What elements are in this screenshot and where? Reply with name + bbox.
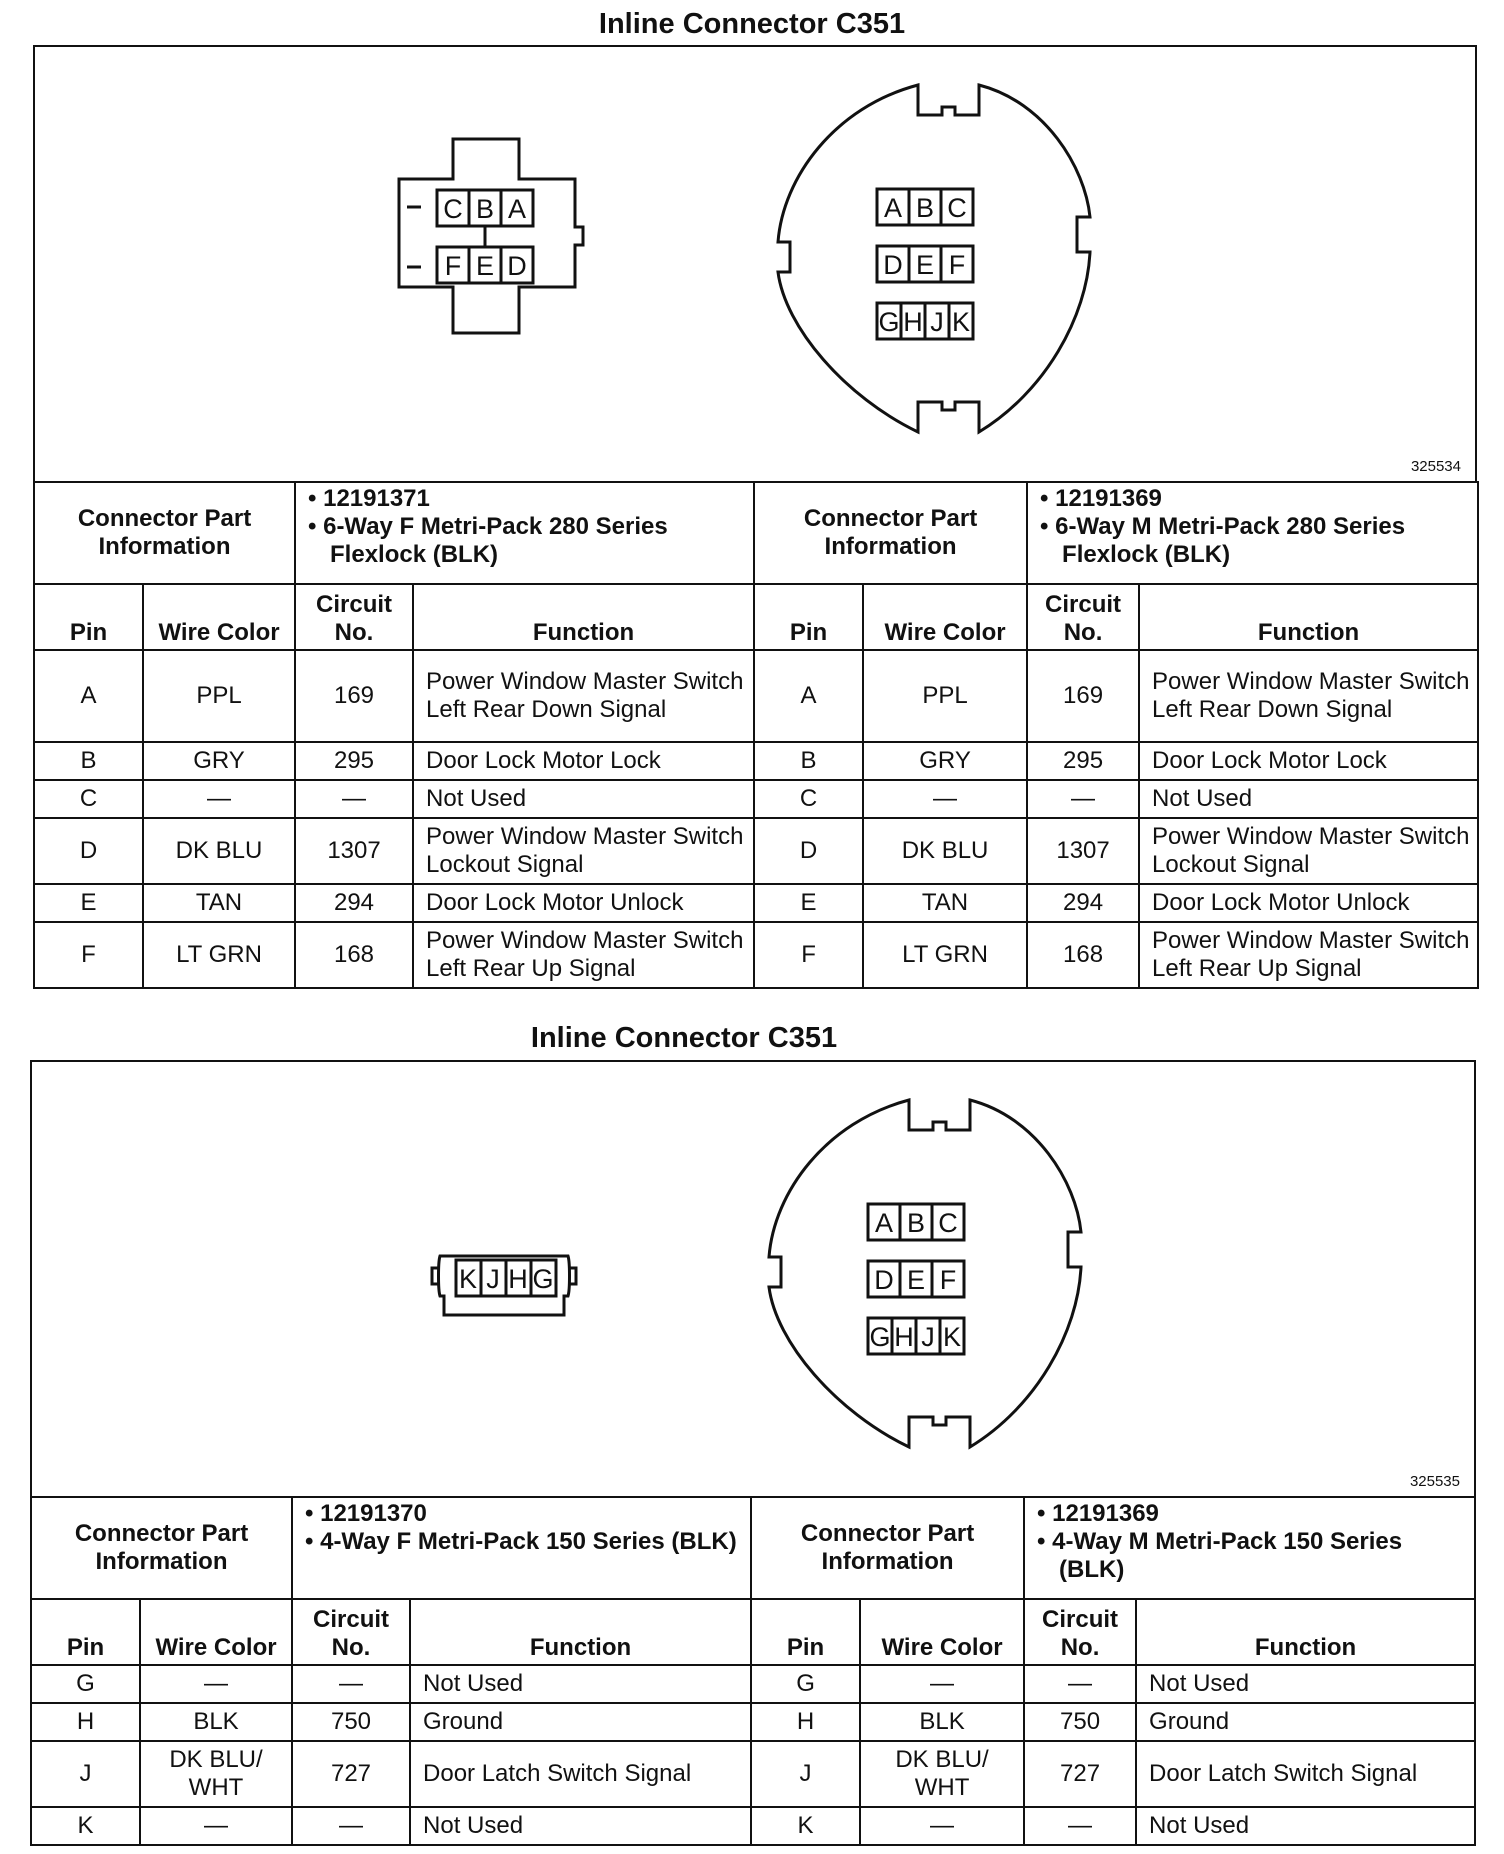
circuit-cell: 750 xyxy=(1024,1703,1136,1741)
part-desc-right: • 6-Way M Metri-Pack 280 Series Flexlock (BLK) xyxy=(1040,513,1471,569)
header-row xyxy=(31,1599,1475,1665)
pin-cell: D xyxy=(34,818,143,884)
wire-cell: DK BLU xyxy=(143,818,295,884)
wire-cell: LT GRN xyxy=(863,922,1027,988)
function-cell: Not Used xyxy=(410,1665,751,1703)
header-pin: Pin xyxy=(34,584,143,650)
wire-cell: — xyxy=(143,780,295,818)
part-desc-right: • 4-Way M Metri-Pack 150 Series (BLK) xyxy=(1037,1528,1468,1584)
function-cell: Door Lock Motor Unlock xyxy=(413,884,754,922)
pin-cell: K xyxy=(31,1807,140,1845)
round-pin-label: K xyxy=(951,307,971,337)
round-pin-label: K xyxy=(942,1322,962,1352)
part-number-right: • 12191369 xyxy=(1037,1500,1468,1528)
header-pin: Pin xyxy=(751,1599,860,1665)
part-info-row xyxy=(31,1497,1475,1599)
round-pin-label: F xyxy=(948,250,966,280)
wire-cell: — xyxy=(860,1807,1024,1845)
part-info-right xyxy=(1027,482,1478,584)
wire-cell: BLK xyxy=(140,1703,292,1741)
circuit-cell: 294 xyxy=(1027,884,1139,922)
round-pin-label: G xyxy=(878,307,900,337)
part-number-right: • 12191369 xyxy=(1040,485,1471,513)
small-pin-label: J xyxy=(486,1264,500,1294)
circuit-cell: 727 xyxy=(292,1741,410,1807)
table-row xyxy=(31,1703,1475,1741)
function-cell: Door Lock Motor Lock xyxy=(1139,742,1478,780)
pin-cell: E xyxy=(754,884,863,922)
circuit-cell: 750 xyxy=(292,1703,410,1741)
round-pin-label: E xyxy=(906,1265,926,1295)
circuit-cell: 294 xyxy=(295,884,413,922)
part-info-label-left: Connector Part Information xyxy=(31,1497,292,1599)
header-function: Function xyxy=(1136,1599,1475,1665)
section-1-title: Inline Connector C351 xyxy=(598,8,906,40)
header-pin: Pin xyxy=(754,584,863,650)
connector-table-1 xyxy=(33,481,1479,989)
part-info-right xyxy=(1024,1497,1475,1599)
table-row xyxy=(34,780,1478,818)
circuit-cell: — xyxy=(292,1807,410,1845)
function-cell: Power Window Master Switch Left Rear Up Signal xyxy=(1139,922,1478,988)
function-cell: Power Window Master Switch Left Rear Up Signal xyxy=(413,922,754,988)
header-wire-color: Wire Color xyxy=(143,584,295,650)
wire-cell: GRY xyxy=(863,742,1027,780)
function-cell: Door Latch Switch Signal xyxy=(1136,1741,1475,1807)
pin-cell: J xyxy=(751,1741,860,1807)
wire-cell: — xyxy=(140,1807,292,1845)
function-cell: Not Used xyxy=(1136,1665,1475,1703)
part-info-row xyxy=(34,482,1478,584)
pin-cell: K xyxy=(751,1807,860,1845)
table-row xyxy=(34,650,1478,742)
function-cell: Power Window Master Switch Lockout Signal xyxy=(1139,818,1478,884)
circuit-cell: 295 xyxy=(295,742,413,780)
header-wire-color: Wire Color xyxy=(863,584,1027,650)
header-wire-color: Wire Color xyxy=(140,1599,292,1665)
circuit-cell: 169 xyxy=(1027,650,1139,742)
wire-cell: DK BLU xyxy=(863,818,1027,884)
round-pin-label: A xyxy=(883,193,903,223)
small-pin-label: G xyxy=(532,1264,554,1294)
circuit-cell: — xyxy=(1027,780,1139,818)
function-cell: Ground xyxy=(1136,1703,1475,1741)
pin-cell: F xyxy=(754,922,863,988)
round-pin-label: J xyxy=(930,307,944,337)
circuit-cell: 168 xyxy=(1027,922,1139,988)
round-pin-label: B xyxy=(906,1208,926,1238)
circuit-cell: — xyxy=(1024,1807,1136,1845)
wire-cell: — xyxy=(140,1665,292,1703)
pin-cell: G xyxy=(751,1665,860,1703)
header-wire-color: Wire Color xyxy=(860,1599,1024,1665)
wire-cell: BLK xyxy=(860,1703,1024,1741)
round-pin-label: C xyxy=(947,193,967,223)
pin-cell: C xyxy=(34,780,143,818)
round-pin-label: J xyxy=(921,1322,935,1352)
circuit-cell: 169 xyxy=(295,650,413,742)
wire-cell: PPL xyxy=(143,650,295,742)
round-pin-label: D xyxy=(883,250,903,280)
pin-cell: H xyxy=(31,1703,140,1741)
small-pin-label: K xyxy=(458,1264,478,1294)
function-cell: Not Used xyxy=(1139,780,1478,818)
pin-cell: B xyxy=(34,742,143,780)
function-cell: Not Used xyxy=(410,1807,751,1845)
pin-cell: H xyxy=(751,1703,860,1741)
part-info-label-left: Connector Part Information xyxy=(34,482,295,584)
small-pin-label: D xyxy=(507,251,527,281)
header-circuit: Circuit No. xyxy=(1027,584,1139,650)
connector-6way-female-icon xyxy=(399,139,583,333)
wire-cell: LT GRN xyxy=(143,922,295,988)
header-function: Function xyxy=(413,584,754,650)
table-row xyxy=(31,1807,1475,1845)
pin-cell: G xyxy=(31,1665,140,1703)
section-2-title: Inline Connector C351 xyxy=(530,1022,838,1054)
pin-cell: A xyxy=(34,650,143,742)
pin-cell: B xyxy=(754,742,863,780)
circuit-cell: 1307 xyxy=(295,818,413,884)
wire-cell: — xyxy=(860,1665,1024,1703)
circuit-cell: 727 xyxy=(1024,1741,1136,1807)
header-circuit: Circuit No. xyxy=(292,1599,410,1665)
circuit-cell: — xyxy=(1024,1665,1136,1703)
function-cell: Ground xyxy=(410,1703,751,1741)
wire-cell: — xyxy=(863,780,1027,818)
wire-cell: DK BLU/ WHT xyxy=(140,1741,292,1807)
round-pin-label: F xyxy=(939,1265,957,1295)
table-row xyxy=(31,1741,1475,1807)
connector-diagram-2 xyxy=(30,1060,1476,1498)
pin-cell: A xyxy=(754,650,863,742)
table-row xyxy=(34,922,1478,988)
circuit-cell: 295 xyxy=(1027,742,1139,780)
round-pin-label: B xyxy=(915,193,935,223)
wire-cell: PPL xyxy=(863,650,1027,742)
part-info-label-right: Connector Part Information xyxy=(751,1497,1024,1599)
table-row xyxy=(34,818,1478,884)
wire-cell: GRY xyxy=(143,742,295,780)
circuit-cell: 168 xyxy=(295,922,413,988)
function-cell: Door Latch Switch Signal xyxy=(410,1741,751,1807)
part-info-left xyxy=(295,482,754,584)
connector-drawings-1 xyxy=(35,47,1475,483)
table-row xyxy=(34,742,1478,780)
header-row xyxy=(34,584,1478,650)
small-pin-label: A xyxy=(507,194,527,224)
pin-cell: F xyxy=(34,922,143,988)
small-pin-label: H xyxy=(508,1264,528,1294)
round-pin-label: H xyxy=(903,307,923,337)
header-function: Function xyxy=(1139,584,1478,650)
small-pin-label: E xyxy=(475,251,495,281)
connector-diagram-1 xyxy=(33,45,1477,483)
part-info-label-right: Connector Part Information xyxy=(754,482,1027,584)
header-pin: Pin xyxy=(31,1599,140,1665)
part-desc-left: • 4-Way F Metri-Pack 150 Series (BLK) xyxy=(305,1528,744,1556)
connector-4way-female-icon xyxy=(432,1256,576,1315)
round-pin-label: E xyxy=(915,250,935,280)
function-cell: Not Used xyxy=(1136,1807,1475,1845)
circuit-cell: — xyxy=(292,1665,410,1703)
connector-table-2 xyxy=(30,1496,1476,1846)
figure-id: 325535 xyxy=(1409,1473,1460,1490)
small-pin-label: C xyxy=(443,194,463,224)
pin-cell: J xyxy=(31,1741,140,1807)
function-cell: Door Lock Motor Lock xyxy=(413,742,754,780)
wire-cell: DK BLU/ WHT xyxy=(860,1741,1024,1807)
wire-cell: TAN xyxy=(143,884,295,922)
figure-id: 325534 xyxy=(1410,458,1461,475)
round-pin-label: G xyxy=(869,1322,891,1352)
function-cell: Power Window Master Switch Left Rear Down Signal xyxy=(1139,650,1478,742)
round-pin-label: C xyxy=(938,1208,958,1238)
part-number-left: • 12191371 xyxy=(308,485,747,513)
circuit-cell: — xyxy=(295,780,413,818)
wire-cell: TAN xyxy=(863,884,1027,922)
function-cell: Power Window Master Switch Left Rear Down Signal xyxy=(413,650,754,742)
header-circuit: Circuit No. xyxy=(1024,1599,1136,1665)
small-pin-label: B xyxy=(475,194,495,224)
pin-cell: D xyxy=(754,818,863,884)
round-pin-label: D xyxy=(874,1265,894,1295)
function-cell: Power Window Master Switch Lockout Signal xyxy=(413,818,754,884)
round-pin-label: H xyxy=(894,1322,914,1352)
pin-cell: E xyxy=(34,884,143,922)
table-row xyxy=(31,1665,1475,1703)
part-desc-left: • 6-Way F Metri-Pack 280 Series Flexlock (BLK) xyxy=(308,513,747,569)
small-pin-label: F xyxy=(444,251,462,281)
round-pin-label: A xyxy=(874,1208,894,1238)
connector-drawings-2 xyxy=(32,1062,1474,1498)
table-row xyxy=(34,884,1478,922)
function-cell: Not Used xyxy=(413,780,754,818)
part-info-left xyxy=(292,1497,751,1599)
function-cell: Door Lock Motor Unlock xyxy=(1139,884,1478,922)
header-function: Function xyxy=(410,1599,751,1665)
header-circuit: Circuit No. xyxy=(295,584,413,650)
circuit-cell: 1307 xyxy=(1027,818,1139,884)
pin-cell: C xyxy=(754,780,863,818)
part-number-left: • 12191370 xyxy=(305,1500,744,1528)
